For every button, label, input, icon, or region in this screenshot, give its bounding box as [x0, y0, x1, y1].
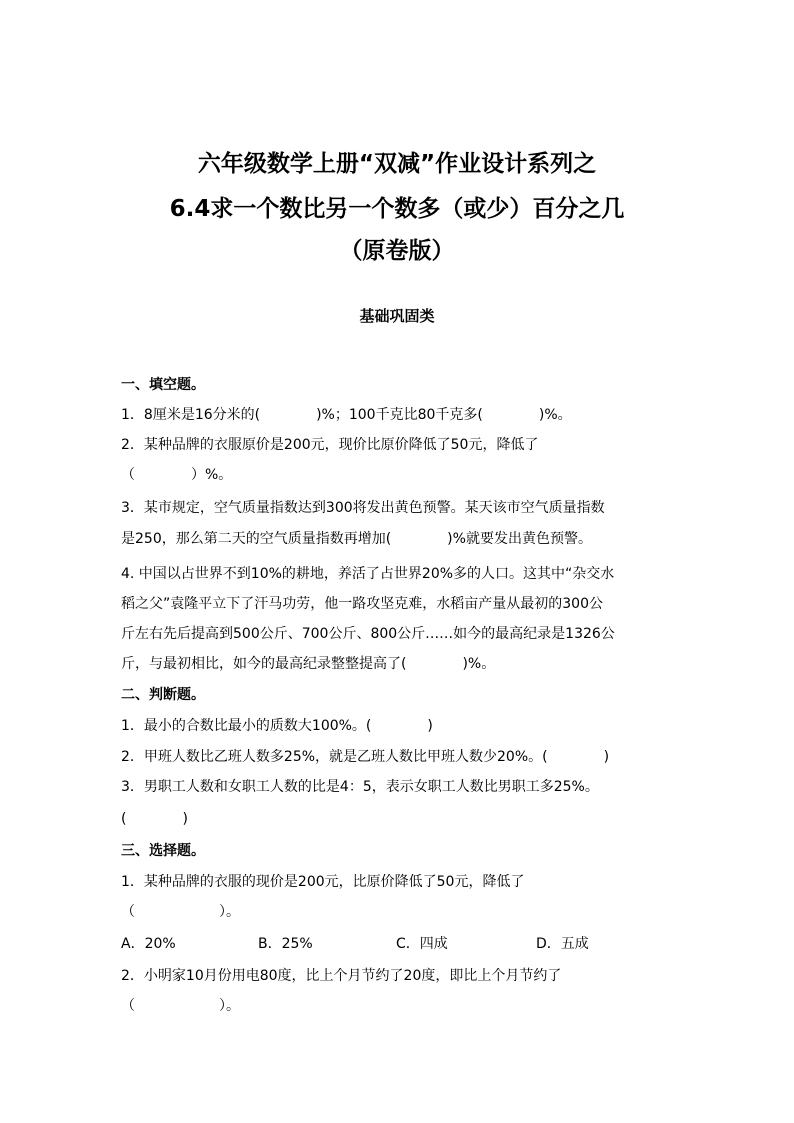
part1-question-2-line-1: 2．某种品牌的衣服原价是200元，现价比原价降低了50元，降低了 — [121, 437, 539, 453]
section-title: 基础巩固类 — [359, 307, 435, 325]
part3-heading: 三、选择题。 — [121, 843, 205, 859]
part3-question-1-line-2: （ ）。 — [121, 904, 240, 920]
part2-question-3-line-2: ( ) — [121, 811, 188, 827]
part1-question-2-line-2: （ ）%。 — [121, 467, 233, 483]
title-line-2: 6.4求一个数比另一个数多（或少）百分之几 — [169, 196, 625, 222]
part1-question-4-line-3: 斤左右先后提高到500公斤、700公斤、800公斤……如今的最高纪录是1326公 — [121, 626, 615, 642]
part3-question-1-option-c: C．四成 — [396, 936, 448, 952]
part3-question-1-option-d: D．五成 — [536, 936, 589, 952]
part3-question-1-option-a: A．20% — [121, 936, 176, 952]
part2-heading: 二、判断题。 — [121, 687, 205, 703]
part3-question-1-line-1: 1．某种品牌的衣服的现价是200元，比原价降低了50元，降低了 — [121, 874, 525, 890]
part1-question-1: 1．8厘米是16分米的( )%；100千克比80千克多( )%。 — [121, 407, 572, 423]
part1-question-4-line-4: 斤，与最初相比，如今的最高纪录整整提高了( )%。 — [121, 656, 496, 672]
part1-question-3-line-2: 是250，那么第二天的空气质量指数再增加( )%就要发出黄色预警。 — [121, 531, 592, 547]
part1-heading: 一、填空题。 — [121, 377, 205, 393]
part1-question-4-line-1: 4. 中国以占世界不到10%的耕地，养活了占世界20%多的人口。这其中“杂交水 — [121, 566, 615, 582]
title-line-1: 六年级数学上册“双减”作业设计系列之 — [197, 151, 597, 177]
part3-question-2-line-2: （ ）。 — [121, 998, 240, 1014]
part1-question-3-line-1: 3．某市规定，空气质量指数达到300将发出黄色预警。某天该市空气质量指数 — [121, 500, 605, 516]
part2-question-2: 2．甲班人数比乙班人数多25%，就是乙班人数比甲班人数少20%。( ) — [121, 749, 610, 765]
part2-question-1: 1．最小的合数比最小的质数大100%。( ) — [121, 718, 433, 734]
part1-question-4-line-2: 稻之父”袁隆平立下了汗马功劳，他一路攻坚克难，水稻亩产量从最初的300公 — [121, 596, 603, 612]
title-line-3: （原卷版） — [339, 238, 455, 264]
part2-question-3-line-1: 3．男职工人数和女职工人数的比是4：5，表示女职工人数比男职工多25%。 — [121, 779, 599, 795]
part3-question-1-option-b: B．25% — [258, 936, 313, 952]
part3-question-2-line-1: 2．小明家10月份用电80度，比上个月节约了20度，即比上个月节约了 — [121, 968, 562, 984]
